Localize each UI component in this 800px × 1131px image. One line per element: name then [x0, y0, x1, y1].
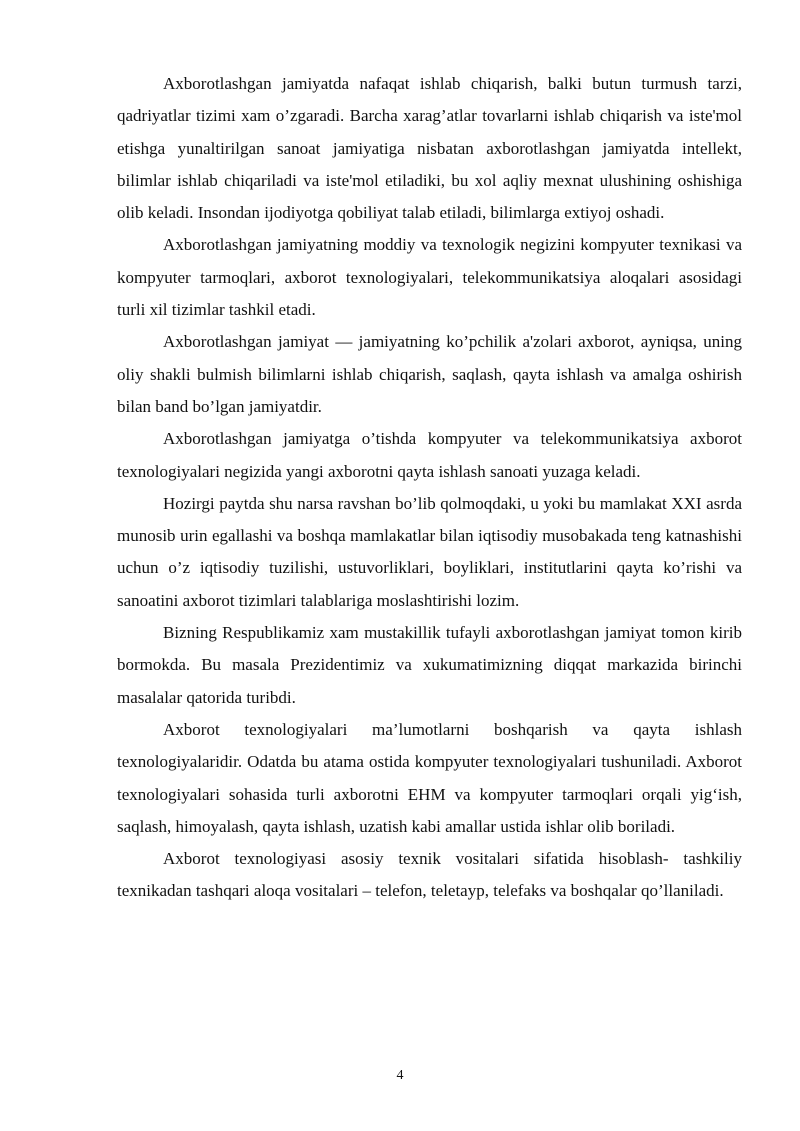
paragraph-8: Axborot texnologiyasi asosiy texnik vositalari sifatida hisoblash- tashkiliy texnikadan tashqari aloqa vositalari – telefon, teletayp, telefaks va boshqalar qo’llaniladi.	[117, 849, 742, 901]
paragraph-4: Axborotlashgan jamiyatga o’tishda kompyuter va telekommunikatsiya axborot texnologiyalari negizida yangi axborotni qayta ishlash sanoati yuzaga keladi.	[117, 429, 742, 481]
paragraph-2: Axborotlashgan jamiyatning moddiy va texnologik negizini kompyuter texnikasi va kompyuter tarmoqlari, axborot texnologiyalari, telekommunikatsiya aloqalari asosidagi turli xil tizimlar tashkil etadi.	[117, 235, 742, 320]
paragraph-3: Axborotlashgan jamiyat — jamiyatning ko’pchilik a'zolari axborot, ayniqsa, uning oliy shakli bulmish bilimlarni ishlab chiqarish, saqlash, qayta ishlash va amalga oshirish bilan band bo’lgan jamiyatdir.	[117, 332, 742, 416]
paragraph-5: Hozirgi paytda shu narsa ravshan bo’lib qolmoqdaki, u yoki bu mamlakat XXI asrda munosib urin egallashi va boshqa mamlakatlar bilan iqtisodiy musobakada teng katnashishi uchun o’z iqtisodiy tuzilishi, ustuvorliklari, boyliklari, institutlarini qayta ko’rishi va sanoatini axborot tizimlari talablariga moslashtirishi lozim.	[117, 493, 742, 610]
paragraph-6: Bizning Respublikamiz xam mustakillik tufayli axborotlashgan jamiyat tomon kirib bormokda. Bu masala Prezidentimiz va xukumatimizning diqqat markazida birinchi masalalar qatorida turibdi.	[117, 623, 742, 707]
paragraph-1: Axborotlashgan jamiyatda nafaqat ishlab chiqarish, balki butun turmush tarzi, qadriyatlar tizimi xam o’zgaradi. Barcha xarag’atlar tovarlarni ishlab chiqarish va iste'mol etishga yunaltirilgan sanoat jamiyatiga nisbatan axborotlashgan jamiyatda intellekt, bilimlar ishlab chiqariladi va iste'mol etiladiki, bu xol aqliy mexnat ulushining oshishiga olib keladi. Insondan ijodiyotga qobiliyat talab etiladi, bilimlarga extiyoj oshadi.	[117, 74, 742, 223]
page-number: 4	[396, 1068, 404, 1083]
paragraph-7: Axborot texnologiyalari ma’lumotlarni boshqarish va qayta ishlash texnologiyalaridir. Odatda bu atama ostida kompyuter texnologiyalari tushuniladi. Axborot texnologiyalari sohasida turli axborotni EHM va kompyuter tarmoqlari orqali yig‘ish, saqlash, himoyalash, qayta ishlash, uzatish kabi amallar ustida ishlar olib boriladi.	[117, 719, 742, 836]
